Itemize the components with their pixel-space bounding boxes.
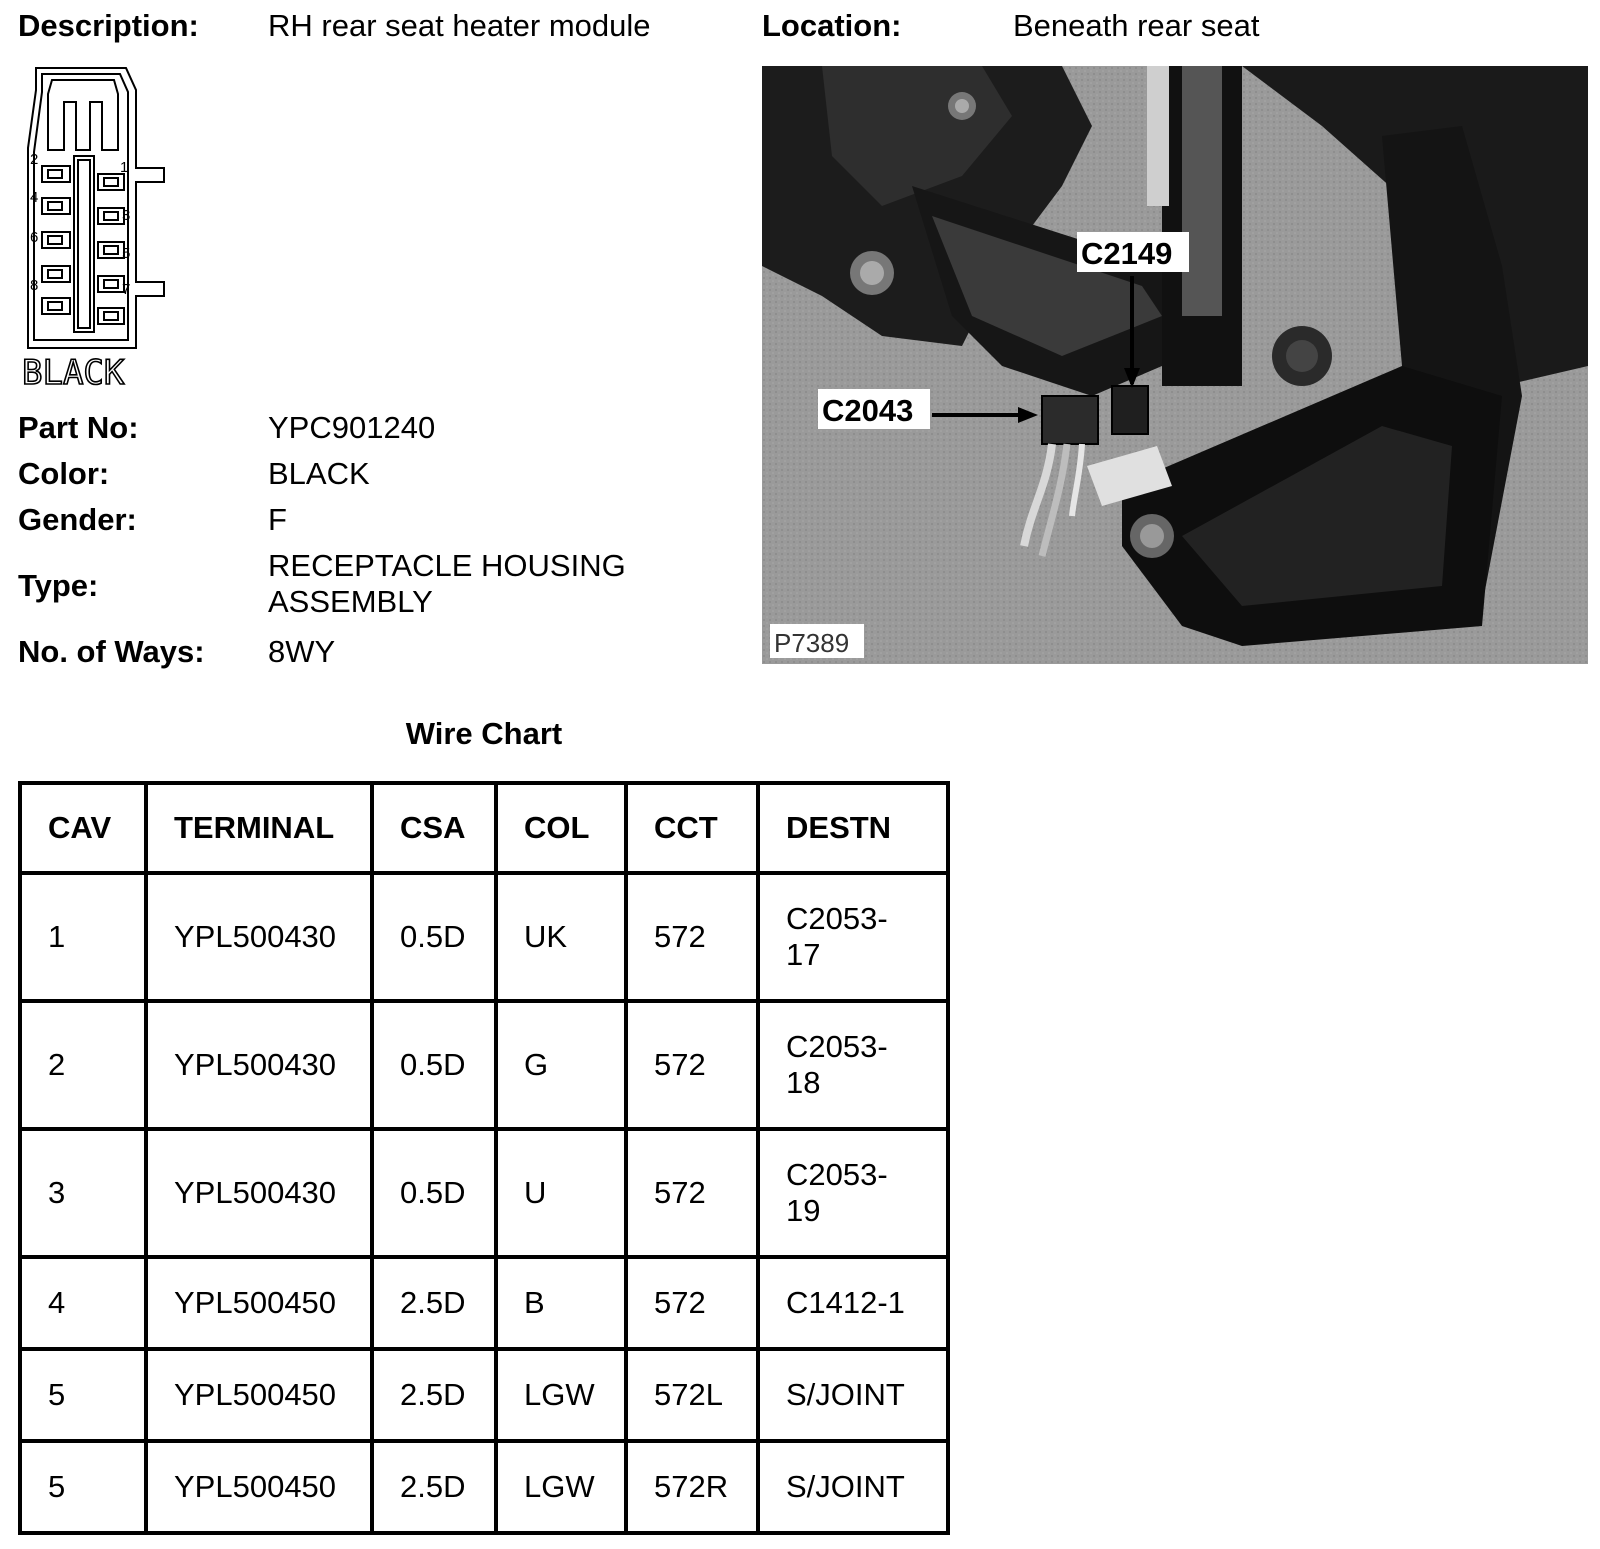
cavity-number-6: 6 [30, 229, 39, 246]
cell-terminal: YPL500450 [146, 1349, 372, 1441]
cavity-number-3: 3 [122, 207, 131, 224]
cell-terminal: YPL500430 [146, 1001, 372, 1129]
cell-cct: 572L [626, 1349, 758, 1441]
table-row [20, 1441, 948, 1533]
cell-cct: 572 [626, 873, 758, 1001]
cell-cav: 3 [20, 1129, 146, 1257]
part-no-label: Part No: [18, 410, 139, 445]
cell-csa: 0.5D [372, 1001, 496, 1129]
destn-line-1: C2053- [786, 1157, 888, 1192]
cell-csa: 2.5D [372, 1441, 496, 1533]
cavity-number-7: 7 [122, 281, 131, 298]
header-terminal: TERMINAL [146, 783, 372, 873]
cell-terminal: YPL500430 [146, 1129, 372, 1257]
cavity-number-8: 8 [30, 277, 39, 294]
table-row [20, 1129, 948, 1257]
cell-destn: C1412-1 [758, 1257, 948, 1349]
cell-csa: 2.5D [372, 1349, 496, 1441]
table-row [20, 1349, 948, 1441]
cell-col: UK [496, 873, 626, 1001]
wire-chart-table [18, 781, 950, 1535]
cell-col: U [496, 1129, 626, 1257]
ways-value: 8WY [268, 634, 336, 669]
gender-value: F [268, 502, 287, 537]
gender-label: Gender: [18, 502, 137, 537]
cell-col: LGW [496, 1441, 626, 1533]
location-label: Location: [762, 8, 902, 43]
table-row [20, 1001, 948, 1129]
cell-destn: S/JOINT [758, 1349, 948, 1441]
header-csa: CSA [372, 783, 496, 873]
cell-cav: 5 [20, 1349, 146, 1441]
header-cav: CAV [20, 783, 146, 873]
cell-cct: 572 [626, 1001, 758, 1129]
cavity-number-2: 2 [30, 151, 39, 168]
cell-destn [758, 873, 948, 1001]
cell-cct: 572 [626, 1257, 758, 1349]
cell-cav: 1 [20, 873, 146, 1001]
destn-line-1: C2053- [786, 901, 888, 936]
callout-c2149: C2149 [1081, 236, 1173, 271]
cell-csa: 2.5D [372, 1257, 496, 1349]
header-destn: DESTN [758, 783, 948, 873]
type-value-line-2: ASSEMBLY [268, 584, 433, 619]
cell-terminal: YPL500430 [146, 873, 372, 1001]
color-value: BLACK [268, 456, 370, 491]
location-photo [762, 66, 1588, 664]
cell-cav: 5 [20, 1441, 146, 1533]
cavity-number-5: 5 [122, 245, 131, 262]
description-value: RH rear seat heater module [268, 8, 651, 43]
destn-line-2: 17 [786, 937, 821, 972]
cavity-number-1: 1 [120, 159, 129, 176]
cell-terminal: YPL500450 [146, 1257, 372, 1349]
description-label: Description: [18, 8, 199, 43]
cell-col: G [496, 1001, 626, 1129]
color-label: Color: [18, 456, 110, 491]
type-label: Type: [18, 568, 99, 603]
cell-destn: S/JOINT [758, 1441, 948, 1533]
cell-cav: 2 [20, 1001, 146, 1129]
part-no-value: YPC901240 [268, 410, 436, 445]
cell-col: LGW [496, 1349, 626, 1441]
ways-label: No. of Ways: [18, 634, 205, 669]
table-row [20, 873, 948, 1001]
cell-destn [758, 1001, 948, 1129]
connector-face-diagram [22, 62, 172, 392]
wire-chart-title: Wire Chart [405, 716, 563, 751]
cell-csa: 0.5D [372, 873, 496, 1001]
cell-col: B [496, 1257, 626, 1349]
photo-id: P7389 [774, 628, 850, 658]
type-value-line-1: RECEPTACLE HOUSING [268, 548, 626, 583]
cavity-number-4: 4 [30, 189, 39, 206]
cell-csa: 0.5D [372, 1129, 496, 1257]
callout-c2043: C2043 [822, 393, 914, 428]
cell-cct: 572R [626, 1441, 758, 1533]
location-value: Beneath rear seat [1013, 8, 1260, 43]
table-row [20, 1257, 948, 1349]
cell-terminal: YPL500450 [146, 1441, 372, 1533]
table-header-row [20, 783, 948, 873]
cell-cct: 572 [626, 1129, 758, 1257]
cell-cav: 4 [20, 1257, 146, 1349]
connector-color-text: BLACK [22, 353, 125, 392]
destn-line-2: 18 [786, 1065, 821, 1100]
header-cct: CCT [626, 783, 758, 873]
destn-line-1: C2053- [786, 1029, 888, 1064]
destn-line-2: 19 [786, 1193, 821, 1228]
header-col: COL [496, 783, 626, 873]
cell-destn [758, 1129, 948, 1257]
